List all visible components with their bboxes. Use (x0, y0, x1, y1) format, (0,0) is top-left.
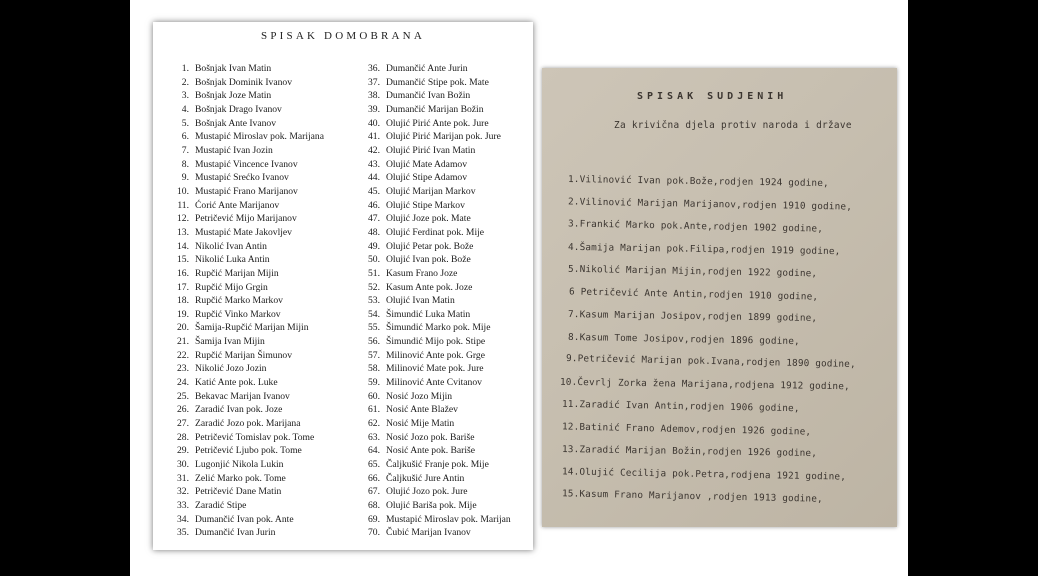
list-item-name: Nikolić Jozo Jozin (195, 363, 267, 375)
list-item-name: Bošnjak Dominik Ivanov (195, 76, 292, 88)
list-item-number: 21. (177, 336, 189, 348)
list-item (168, 335, 324, 349)
list-item-number: 65. (368, 459, 380, 471)
list-item (168, 281, 324, 295)
list-item (360, 431, 511, 445)
list-item (360, 62, 511, 76)
list-item-number: 18. (177, 295, 189, 307)
list-item-number: 60. (368, 390, 380, 402)
list-item-number: 3. (181, 90, 189, 102)
list-item (168, 212, 324, 226)
list-item-name: Nosić Mije Matin (386, 418, 455, 430)
list-item (360, 376, 511, 390)
list-item-name: Zaradić Stipe (195, 500, 247, 511)
list-item (168, 171, 324, 185)
list-item (168, 308, 324, 322)
list-item-name: Olujić Pirić Ante pok. Jure (386, 117, 489, 129)
list-item-number: 70. (368, 527, 380, 539)
list-item-name: Olujić Ferdinat pok. Mije (386, 226, 485, 238)
list-item-name: Mustapić Ivan Jozin (195, 144, 273, 156)
list-item-number: 69. (368, 513, 380, 525)
list-item-number: 64. (368, 445, 380, 457)
list-item-name: Dumančić Stipe pok. Mate (386, 76, 489, 88)
list-item-number: 66. (368, 472, 380, 484)
list-item-name: Bošnjak Joze Matin (195, 90, 272, 102)
list-item-number: 57. (368, 349, 380, 361)
list-item (168, 458, 324, 472)
list-item-name: Petričević Dane Matin (195, 486, 282, 498)
list-item-name: Milinović Ante pok. Grge (386, 349, 485, 361)
domobrani-list-document (153, 22, 533, 550)
list-item (360, 321, 511, 335)
list-item-number: 29. (177, 445, 189, 457)
list-item-name: Kasum Ante pok. Joze (386, 281, 473, 293)
list-item (168, 294, 324, 308)
typewritten-entry: 13.Zaradić Marijan Božin,rodjen 1926 godine, (561, 443, 818, 460)
list-item-name: Bošnjak Drago Ivanov (195, 103, 282, 115)
list-item-name: Čaljkušić Jure Antin (386, 472, 465, 484)
list-item (168, 349, 324, 363)
list-item-number: 31. (177, 472, 189, 484)
list-item (168, 513, 324, 527)
list-item-number: 45. (368, 185, 380, 197)
list-item-number: 25. (177, 390, 189, 402)
list-item-number: 16. (177, 267, 189, 279)
list-item-name: Olujić Ivan Matin (386, 295, 455, 307)
list-item-name: Petričević Mijo Marijanov (195, 213, 297, 225)
list-item (360, 458, 511, 472)
list-item (360, 335, 511, 349)
list-item-number: 35. (177, 527, 189, 539)
list-item (168, 362, 324, 376)
list-item (168, 76, 324, 90)
list-item (360, 308, 511, 322)
list-item (168, 199, 324, 213)
typewritten-entry: 14.Olujić Cecilija pok.Petra,rodjena 1921 godine, (561, 465, 847, 483)
list-item-name: Rupčić Marijan Mijin (195, 267, 279, 279)
list-item-name: Dumančić Ivan Jurin (195, 527, 276, 539)
list-item-name: Bekavac Marijan Ivanov (195, 390, 290, 402)
list-item (360, 513, 511, 527)
list-item-name: Ćorić Ante Marijanov (195, 199, 280, 211)
list-item-number: 37. (368, 76, 380, 88)
list-item-number: 9. (181, 172, 189, 184)
list-item (360, 390, 511, 404)
list-item-number: 7. (181, 144, 189, 156)
list-item-number: 46. (368, 199, 380, 211)
list-item-number: 59. (368, 377, 380, 389)
typewritten-title: SPISAK SUDJENIH (637, 91, 788, 102)
list-item (168, 89, 324, 103)
list-item-number: 8. (181, 158, 189, 170)
list-item-number: 43. (368, 158, 380, 170)
list-item (168, 499, 324, 513)
list-item (360, 485, 511, 499)
list-item-number: 47. (368, 213, 380, 225)
list-item-number: 4. (181, 103, 189, 115)
list-item-name: Mustapić Miroslav pok. Marijan (386, 513, 511, 525)
list-item-number: 53. (368, 295, 380, 307)
list-item-name: Lugonjić Nikola Lukin (195, 459, 284, 471)
list-item (168, 267, 324, 281)
typewritten-entry: 6 Petričević Ante Antin,rodjen 1910 godine, (568, 285, 819, 303)
list-item-number: 44. (368, 172, 380, 184)
list-item-number: 15. (177, 254, 189, 266)
list-item (360, 171, 511, 185)
list-item-name: Olujić Pirić Marijan pok. Jure (386, 131, 501, 143)
list-item (360, 349, 511, 363)
list-item-number: 49. (368, 240, 380, 252)
list-item-name: Mustapić Frano Marijanov (195, 185, 298, 197)
list-item-number: 42. (368, 144, 380, 156)
list-item-name: Nikolić Luka Antin (195, 254, 270, 266)
list-item-name: Dumančić Ante Jurin (386, 63, 468, 74)
list-item-number: 56. (368, 336, 380, 348)
typewritten-subtitle: Za krivična djela protiv naroda i države (614, 120, 852, 131)
list-item-number: 55. (368, 322, 380, 334)
list-item-name: Olujić Pirić Ivan Matin (386, 144, 476, 156)
list-item-name: Nosić Ante Blažev (386, 404, 458, 416)
list-item (360, 144, 511, 158)
list-item-name: Olujić Mate Adamov (386, 158, 467, 170)
list-item-name: Olujić Stipe Markov (386, 199, 465, 211)
list-item (168, 321, 324, 335)
list-item (360, 130, 511, 144)
list-item (360, 294, 511, 308)
list-item (360, 103, 511, 117)
list-item-number: 30. (177, 459, 189, 471)
list-item (168, 117, 324, 131)
list-item (360, 185, 511, 199)
list-item (168, 103, 324, 117)
typewritten-entry: 4.Šamija Marijan pok.Filipa,rodjen 1919 godine, (567, 241, 841, 257)
list-item-number: 23. (177, 363, 189, 375)
typewritten-entry: 7.Kasum Marijan Josipov,rodjen 1899 godine, (567, 309, 818, 324)
document-title: SPISAK DOMOBRANA (261, 30, 425, 42)
list-item (360, 158, 511, 172)
list-item (360, 472, 511, 486)
typewritten-entry: 11.Zaradić Ivan Antin,rodjen 1906 godine, (561, 398, 800, 415)
list-item-number: 6. (181, 131, 189, 143)
list-item-number: 67. (368, 486, 380, 498)
list-item-number: 11. (177, 199, 189, 211)
list-item-number: 54. (368, 308, 380, 320)
list-item-number: 41. (368, 131, 380, 143)
list-item-number: 27. (177, 418, 189, 430)
typewritten-entry: 2.Vilinović Marijan Marijanov,rodjen 1910 godine, (567, 195, 853, 213)
list-item-name: Nosić Jozo pok. Bariše (386, 431, 475, 443)
list-item-name: Čaljkušić Franje pok. Mije (386, 459, 489, 471)
list-item-number: 39. (368, 103, 380, 115)
list-item (168, 472, 324, 486)
list-item (360, 403, 511, 417)
list-item (168, 226, 324, 240)
list-item (360, 267, 511, 281)
list-item-name: Čubić Marijan Ivanov (386, 527, 471, 539)
list-item-name: Mustapić Vincence Ivanov (195, 158, 298, 170)
list-item-number: 28. (177, 431, 189, 443)
list-item-number: 61. (368, 404, 380, 416)
list-item-number: 33. (177, 500, 189, 511)
list-item (360, 444, 511, 458)
list-item-name: Šimundić Marko pok. Mije (386, 322, 491, 334)
list-item-number: 34. (177, 513, 189, 525)
list-item-name: Olujić Ivan pok. Bože (386, 254, 471, 266)
list-item (168, 526, 324, 540)
list-item-name: Rupčić Marko Markov (195, 295, 283, 307)
list-item-name: Kasum Frano Joze (386, 267, 458, 279)
list-item-number: 68. (368, 500, 380, 511)
list-item-number: 48. (368, 226, 380, 238)
list-item-number: 38. (368, 90, 380, 102)
typewritten-entry: 3.Frankić Marko pok.Ante,rodjen 1902 godine, (567, 218, 824, 235)
list-item-number: 51. (368, 267, 380, 279)
typewritten-entry: 5.Nikolić Marijan Mijin,rodjen 1922 godine, (567, 263, 818, 280)
list-item-name: Šimundić Mijo pok. Stipe (386, 336, 486, 348)
list-item-number: 36. (368, 63, 380, 74)
list-item (168, 390, 324, 404)
list-item-name: Milinović Mate pok. Jure (386, 363, 484, 375)
list-item (360, 226, 511, 240)
list-item-name: Zaradić Jozo pok. Marijana (195, 418, 301, 430)
list-item-name: Rupčić Vinko Markov (195, 308, 281, 320)
list-item-name: Mustapić Mate Jakovljev (195, 226, 292, 238)
list-item (360, 240, 511, 254)
list-item (360, 253, 511, 267)
list-item-number: 5. (181, 117, 189, 129)
list-item (360, 281, 511, 295)
list-column-2 (360, 62, 511, 540)
list-item (168, 417, 324, 431)
list-item-number: 10. (177, 185, 189, 197)
list-item-number: 63. (368, 431, 380, 443)
list-item-name: Olujić Petar pok. Bože (386, 240, 474, 252)
list-item-name: Katić Ante pok. Luke (195, 377, 278, 389)
list-item (168, 185, 324, 199)
list-item-name: Olujić Stipe Adamov (386, 172, 468, 184)
list-item-name: Olujić Joze pok. Mate (386, 213, 471, 225)
list-item-name: Mustapić Srećko Ivanov (195, 172, 289, 184)
list-item-name: Petričević Tomislav pok. Tome (195, 431, 315, 443)
list-item (168, 253, 324, 267)
list-item-name: Dumančić Marijan Božin (386, 103, 484, 115)
list-item-name: Bošnjak Ante Ivanov (195, 117, 277, 129)
list-item (360, 89, 511, 103)
list-item-name: Dumančić Ivan pok. Ante (195, 513, 294, 525)
list-item-number: 2. (181, 76, 189, 88)
list-item-name: Nikolić Ivan Antin (195, 240, 267, 252)
list-item (360, 362, 511, 376)
list-item-name: Olujić Bariša pok. Mije (386, 500, 477, 511)
list-item (168, 62, 324, 76)
list-item-number: 52. (368, 281, 380, 293)
list-item (168, 240, 324, 254)
list-item-name: Petričević Ljubo pok. Tome (195, 445, 302, 457)
list-item (360, 199, 511, 213)
list-item-name: Rupčić Marijan Šimunov (195, 349, 292, 361)
typewritten-entry: 8.Kasum Tome Josipov,rodjen 1896 godine, (567, 331, 800, 347)
typewritten-entry: 9.Petričević Marijan pok.Ivana,rodjen 1890 godine, (565, 352, 856, 371)
list-item-number: 22. (177, 349, 189, 361)
list-item-number: 62. (368, 418, 380, 430)
list-item-name: Milinović Ante Cvitanov (386, 377, 482, 389)
list-item-name: Nosić Ante pok. Bariše (386, 445, 475, 457)
list-item-name: Nosić Jozo Mijin (386, 390, 453, 402)
list-column-1 (168, 62, 324, 540)
list-item (360, 212, 511, 226)
typewritten-document (542, 68, 897, 527)
list-item (168, 444, 324, 458)
typewritten-entry: 15.Kasum Frano Marijanov ,rodjen 1913 godine, (561, 488, 823, 505)
list-item-number: 24. (177, 377, 189, 389)
list-item-number: 14. (177, 240, 189, 252)
list-item-name: Šimundić Luka Matin (386, 308, 471, 320)
list-item-number: 20. (177, 322, 189, 334)
list-item (360, 526, 511, 540)
list-item-number: 17. (177, 281, 189, 293)
list-item-name: Olujić Marijan Markov (386, 185, 476, 197)
typewritten-entry: 10.Čevrlj Zorka žena Marijana,rodjena 1912 godine, (559, 376, 850, 392)
list-item-number: 50. (368, 254, 380, 266)
list-item-name: Zelić Marko pok. Tome (195, 472, 286, 484)
list-item (360, 76, 511, 90)
list-item-number: 12. (177, 213, 189, 225)
list-item (360, 499, 511, 513)
list-item-name: Olujić Jozo pok. Jure (386, 486, 468, 498)
list-item-number: 26. (177, 404, 189, 416)
list-item-name: Zaradić Ivan pok. Joze (195, 404, 283, 416)
list-item (168, 130, 324, 144)
list-item-name: Dumančić Ivan Božin (386, 90, 471, 102)
list-item (360, 117, 511, 131)
list-item (168, 485, 324, 499)
typewritten-entry: 1.Vilinović Ivan pok.Bože,rodjen 1924 godine, (567, 173, 829, 190)
list-item-number: 19. (177, 308, 189, 320)
list-item (360, 417, 511, 431)
list-item-name: Bošnjak Ivan Matin (195, 63, 272, 74)
typewritten-entry: 12.Batinić Frano Ademov,rodjen 1926 godine, (561, 420, 812, 438)
list-item (168, 144, 324, 158)
list-item-number: 40. (368, 117, 380, 129)
list-item-name: Šamija Ivan Mijin (195, 336, 265, 348)
list-item-number: 32. (177, 486, 189, 498)
list-item-number: 13. (177, 226, 189, 238)
list-item-name: Šamija-Rupčić Marijan Mijin (195, 322, 309, 334)
list-item-number: 58. (368, 363, 380, 375)
list-item (168, 403, 324, 417)
list-item (168, 431, 324, 445)
list-item (168, 376, 324, 390)
list-item-number: 1. (181, 63, 189, 74)
list-item-name: Rupčić Mijo Grgin (195, 281, 268, 293)
list-item-name: Mustapić Miroslav pok. Marijana (195, 131, 324, 143)
list-item (168, 158, 324, 172)
